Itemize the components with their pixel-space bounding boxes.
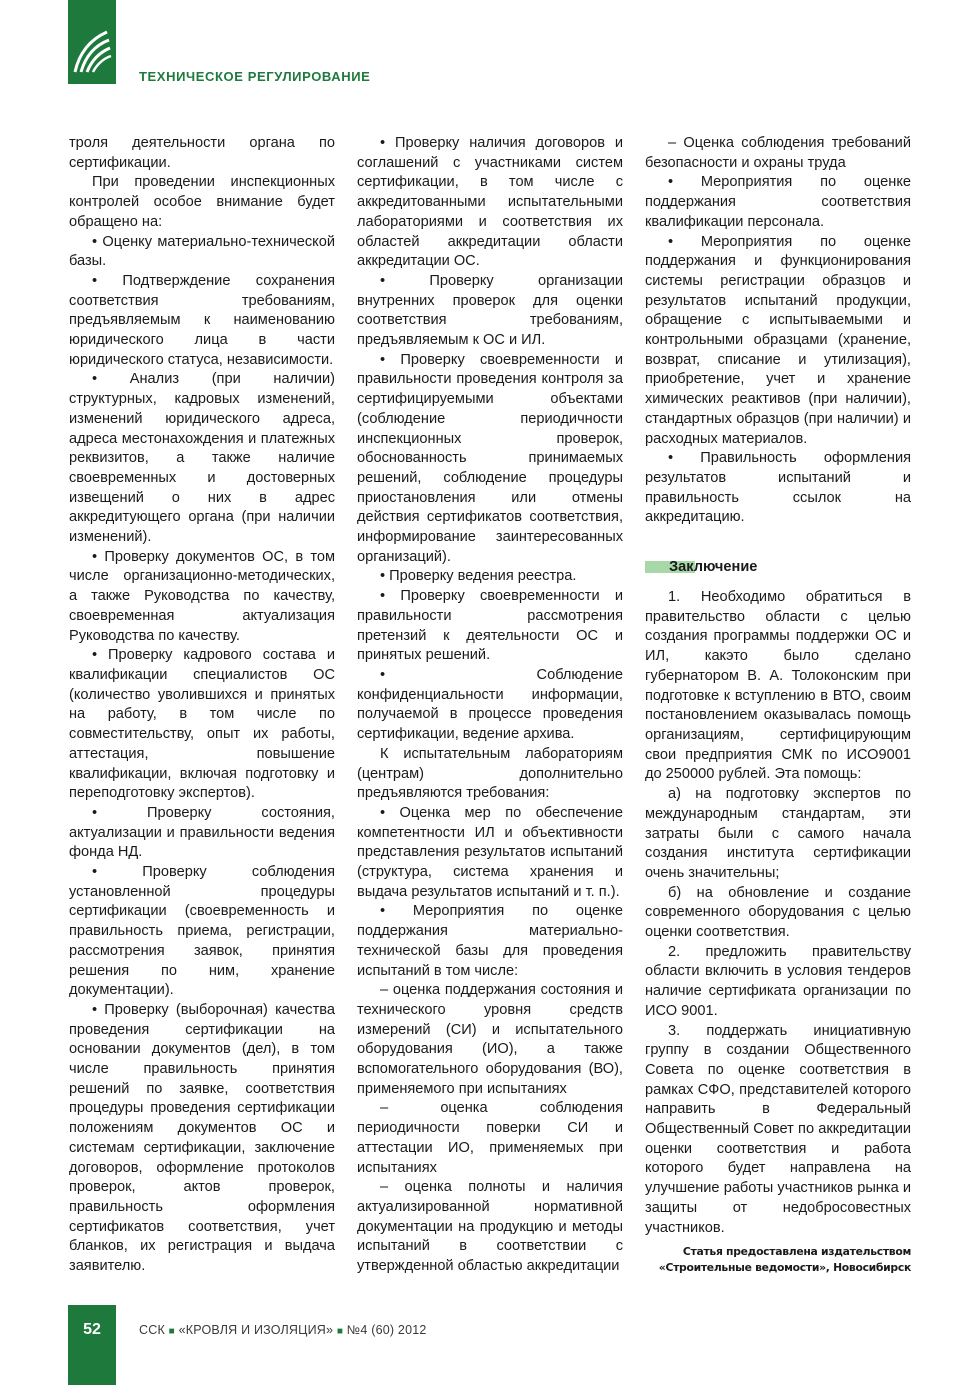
- bullet-item: • Проверку (выборочная) качества проведения сертификации на основании документов (дел), в том числе правильность принятия решений по заявке, соответствия процедуры проведения сертификации положениям документов ОС и системам сертификации, заключение договоров, оформление протоколов проверок, актов проверок, правильность оформления сертификатов соответствия, учет бланков, их регистрация и выдача заявителю.: [69, 1001, 335, 1275]
- bullet-item: • Мероприятия по оценке поддержания и функционирования системы регистрации образцов и результатов испытаний продукции, обращение с испытываемыми и контрольными образцами (хранение, возврат, списание и утилизация), приобретение, учет и хранение химических реактивов (при наличии), стандартных образцов (при наличии) и расходных материалов.: [645, 233, 911, 447]
- bullet-item: • Проверку состояния, актуализации и правильности ведения фонда НД.: [69, 804, 335, 861]
- dash-item: – оценка соблюдения периодичности поверки СИ и аттестации ИО, применяемых при испытаниях: [357, 1100, 623, 1176]
- footer-part-2: «КРОВЛЯ И ИЗОЛЯЦИЯ»: [178, 1323, 334, 1337]
- dash-item: – оценка поддержания состояния и технического уровня средств измерений (СИ) и испытательного оборудования (ИО), а также вспомогательного оборудования (ВО), применяемого при испытаниях: [357, 982, 623, 1097]
- bullet-item: • Мероприятия по оценке поддержания материально-технической базы для проведения испытаний в том числе:: [357, 903, 623, 979]
- article-credit: [645, 1244, 911, 1276]
- footer-magazine-info: [139, 1323, 427, 1337]
- bullet-item: • Проверку наличия договоров и соглашений с участниками систем сертификации, в том числе с аккредитованными испытательными лабораториями и соответствия их областей аккредитации области аккредитации ОС.: [357, 135, 623, 270]
- bullet-item: • Анализ (при наличии) структурных, кадровых изменений, изменений юридического адреса, адреса местонахождения и платежных реквизитов, а также наличие своевременных и достоверных извещений о них в адрес аккредитующего органа (при наличии изменений).: [69, 371, 335, 546]
- paragraph: б) на обновление и создание современного оборудования с целью оценки соответствия.: [645, 884, 911, 941]
- bullet-item: • Мероприятия по оценке поддержания соответствия квалификации персонала.: [645, 174, 911, 230]
- bullet-item: • Проверку соблюдения установленной процедуры сертификации (своевременность и правильность приема, регистрации, рассмотрения заявок, принятия решения по ним, хранение документации).: [69, 864, 335, 999]
- bullet-item: • Соблюдение конфиденциальности информации, получаемой в процессе проведения сертификации, ведение архива.: [357, 666, 623, 743]
- paragraph: троля деятельности органа по сертификации.: [69, 135, 335, 171]
- conclusion-heading: [645, 558, 911, 578]
- paragraph: а) на подготовку экспертов по международным стандартам, эти затраты были с самого начала создания института сертификации очень значительны;: [645, 786, 911, 881]
- paragraph: 3. поддержать инициативную группу в создании Общественного Совета по оценке соответствия в рамках СФО, представителей которого направить в Федеральный Общественный Совет по аккредитации оценки соответствия и работа которого будет направлена на улучшение работы участников рынка и защиты от недобросовестных участников.: [645, 1022, 911, 1236]
- page-number: 52: [83, 1321, 101, 1338]
- bullet-item: • Проверку документов ОС, в том числе организационно-методических, а также Руководства по качеству, своевременная актуализация Руководства по качеству.: [69, 548, 335, 644]
- paragraph: 1. Необходимо обратиться в правительство области с целью создания программы поддержки ОС и ИЛ, какэто было сделано губернатором В. А. Толоконским при подготовке к вступлению в ВТО, своим постановлением оказывалась помощь организациям, сертифицирующим свои предприятия СМК по ИСО9001 до 250000 рублей. Эта помощь:: [645, 589, 911, 783]
- bullet-item: • Оценку материально-технической базы.: [69, 233, 335, 270]
- bullet-item: • Проверку ведения реестра.: [380, 568, 577, 585]
- bullet-item: • Подтверждение сохранения соответствия требованиям, предъявляемым к наименованию юридического лица в части юридического статуса, независимости.: [69, 272, 335, 368]
- bullet-item: • Проверку кадрового состава и квалификации специалистов ОС (количество уволившихся и принятых на работу, в том числе по совместительству, опыт их работы, аттестация, повышение квалификации, включая подготовку и переподготовку экспертов).: [69, 647, 335, 802]
- credit-line-1: Статья предоставлена издательством: [682, 1245, 911, 1259]
- paragraph: К испытательным лабораториям (центрам) дополнительно предъявляются требования:: [357, 745, 623, 802]
- square-separator-icon: ■: [336, 1326, 344, 1337]
- bullet-item: • Правильность оформления результатов испытаний и правильность ссылок на аккредитацию.: [645, 450, 911, 526]
- footer-part-3: №4 (60) 2012: [346, 1323, 427, 1337]
- square-separator-icon: ■: [168, 1326, 175, 1337]
- paragraph: При проведении инспекционных контролей особое внимание будет обращено на:: [69, 174, 335, 230]
- bullet-item: • Проверку своевременности и правильности рассмотрения претензий к деятельности ОС и принятых решений.: [357, 588, 623, 664]
- bullet-item: • Проверку организации внутренних проверок для оценки соответствия требованиям, предъявляемым к ОС и ИЛ.: [357, 272, 623, 349]
- footer-green-bar: [68, 1305, 116, 1385]
- conclusion-heading-text: Заключение: [669, 559, 758, 576]
- bullet-item: • Оценка мер по обеспечение компетентности ИЛ и объективности представления результатов испытаний (структура, система хранения и выдача результатов испытаний и т. п.).: [357, 804, 623, 900]
- leaf-logo-icon: [71, 28, 113, 76]
- article-column-1: [69, 134, 335, 1277]
- article-column-3: [645, 134, 911, 1276]
- paragraph: 2. предложить правительству области включить в условия тендеров наличие сертификата организации по ИСО 9001.: [645, 943, 911, 1019]
- dash-item: – Оценка соблюдения требований безопасности и охраны труда: [645, 135, 911, 171]
- credit-line-2: «Строительные ведомости», Новосибирск: [658, 1261, 911, 1275]
- bullet-item: • Проверку своевременности и правильности проведения контроля за сертифицируемыми объектами (соблюдение периодичности инспекционных проверок, обоснованность принимаемых решений, соблюдение процедуры приостановления или отмены действия сертификатов соответствия, информирование заинтересованных организаций).: [357, 351, 623, 565]
- footer-part-1: ССК: [139, 1323, 165, 1337]
- article-column-2: [357, 134, 623, 1277]
- dash-item: – оценка полноты и наличия актуализированной нормативной документации на продукцию и методы испытаний в соответствии с утвержденной областью аккредитации: [357, 1179, 623, 1275]
- section-title: ТЕХНИЧЕСКОЕ РЕГУЛИРОВАНИЕ: [139, 69, 371, 84]
